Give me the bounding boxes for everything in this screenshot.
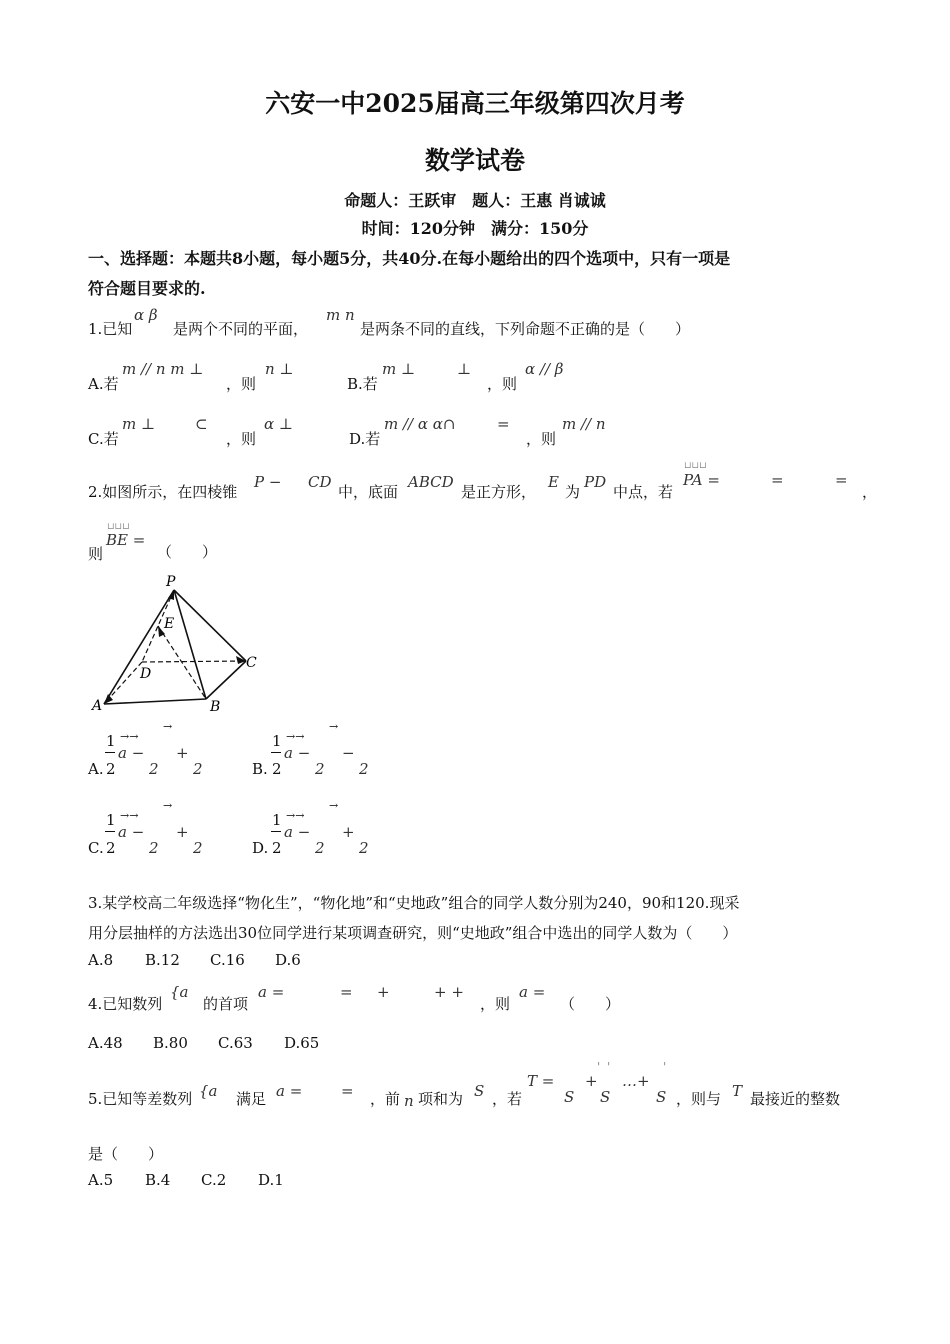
q5-t4: ，若	[492, 1090, 523, 1108]
q2-option-b-vec-arrows: →→	[286, 730, 305, 743]
q4-option-d: D.65	[284, 1034, 320, 1052]
q2-option-d-fraction-bar	[271, 831, 281, 832]
q2-option-c-one: 1	[106, 811, 116, 829]
q5-t3: 项和为	[418, 1090, 464, 1108]
q2-option-d-two3: 2	[359, 839, 369, 857]
q4-then: ，则	[480, 995, 511, 1013]
q1-option-c-result: α ⊥	[264, 415, 294, 433]
q1-option-b-cond: m ⊥	[382, 360, 416, 378]
q1-option-b-cond2: ⊥	[457, 360, 472, 378]
q2-math-be: BE =	[106, 531, 146, 549]
q5-math-t: T =	[527, 1072, 555, 1090]
q2-option-d-vec-arrows: →→	[286, 809, 305, 822]
q4-math-seq: {a	[170, 983, 189, 1001]
q2-option-a-vec-arrow2: →	[163, 720, 173, 733]
q2-option-c-two3: 2	[193, 839, 203, 857]
q5-tick2: '	[607, 1060, 611, 1074]
q2-option-a-op: +	[176, 744, 189, 762]
q2-math-pd: PD	[584, 473, 607, 491]
q1-option-c-then: ，则	[226, 430, 257, 448]
q5-math-t2: T	[732, 1082, 743, 1100]
q1-option-b-then: ，则	[487, 375, 518, 393]
q2-option-d-op: +	[342, 823, 355, 841]
q2-math-p: P −	[254, 473, 282, 491]
q4-lead: 4.已知数列	[88, 995, 163, 1013]
q1-mid: 是两个不同的平面，	[173, 320, 309, 338]
q4-option-b: B.80	[153, 1034, 188, 1052]
exam-subtitle: 数学试卷	[424, 146, 525, 175]
q4-mid: 的首项	[203, 995, 249, 1013]
q2-vector-mark-pa: ⊔⊔⊔	[684, 461, 707, 471]
q3-line1: 3.某学校高二年级选择“物化生”，“物化地”和“史地政”组合的同学人数分别为240，90和120.现采	[88, 894, 740, 912]
q2-option-c-a: a −	[118, 823, 145, 841]
q2-option-a-label: A.	[88, 760, 104, 778]
q2-option-c-vec-arrows: →→	[120, 809, 139, 822]
q5-option-c: C.2	[201, 1171, 227, 1189]
q4-math-plus2: + +	[434, 983, 464, 1001]
q2-option-c-two: 2	[106, 839, 116, 857]
q4-math-eq: =	[340, 983, 353, 1001]
label-e: E	[164, 616, 175, 632]
q1-option-a-label: A.若	[88, 375, 119, 393]
q2-option-b-one: 1	[272, 732, 282, 750]
q1-mn: m n	[326, 306, 355, 324]
q1-option-a-then: ，则	[226, 375, 257, 393]
q1-tail: 是两条不同的直线，下列命题不正确的是（ ）	[360, 320, 691, 338]
q5-t6: 最接近的整数	[750, 1090, 841, 1108]
q2-option-c-fraction-bar	[105, 831, 115, 832]
q2-math-abcd: ABCD	[408, 473, 454, 491]
q2-option-b-op: −	[342, 744, 355, 762]
q1-option-d-label: D.若	[349, 430, 381, 448]
q2-option-d-a: a −	[284, 823, 311, 841]
q3-option-a: A.8	[88, 951, 114, 969]
q2-option-b-two3: 2	[359, 760, 369, 778]
q2-math-cd: CD	[308, 473, 332, 491]
exam-title: 六安一中2025届高三年级第四次月考	[265, 89, 685, 118]
q4-math-plus1: +	[377, 983, 390, 1001]
q5-tick1: '	[597, 1060, 601, 1074]
label-a: A	[92, 698, 103, 714]
q5-math-plus: +	[585, 1072, 598, 1090]
q3-option-c: C.16	[210, 951, 245, 969]
q2-option-d-one: 1	[272, 811, 282, 829]
q1-option-b-label: B.若	[347, 375, 378, 393]
q4-blank: （ ）	[560, 995, 621, 1013]
q2-option-b-two: 2	[272, 760, 282, 778]
q2-eq2: =	[835, 471, 848, 489]
q4-math-an: a =	[519, 983, 546, 1001]
label-d: D	[140, 666, 152, 682]
q1-option-c-cond: m ⊥	[122, 415, 156, 433]
q5-math-a: a =	[276, 1082, 303, 1100]
q5-math-s3: S	[656, 1088, 667, 1106]
q2-option-a-two: 2	[106, 760, 116, 778]
q5-math-seq: {a	[199, 1082, 218, 1100]
q3-option-b: B.12	[145, 951, 180, 969]
q5-math-s1: S	[564, 1088, 575, 1106]
q2-t2: 是正方形，	[461, 483, 537, 501]
q2-option-c-vec-arrow2: →	[163, 799, 173, 812]
q1-option-d-cond: m // α α∩	[384, 415, 456, 433]
q2-option-a-vec-arrows: →→	[120, 730, 139, 743]
edge-pa	[104, 590, 174, 704]
label-b: B	[210, 699, 221, 715]
section-heading-line1: 一、选择题：本题共8小题，每小题5分，共40分.在每小题给出的四个选项中，只有一项是	[88, 249, 731, 268]
q2-option-a-two3: 2	[193, 760, 203, 778]
arrowhead-a	[104, 694, 113, 704]
q2-option-d-two2: 2	[315, 839, 325, 857]
exam-time-score: 时间：120分钟 满分：150分	[361, 219, 589, 238]
q1-option-a-cond: m // n m ⊥	[122, 360, 204, 378]
q5-line2: 是（ ）	[88, 1145, 164, 1163]
q2-option-c-label: C.	[88, 839, 104, 857]
q5-t2: ，前	[370, 1090, 401, 1108]
q5-tick3: '	[663, 1060, 667, 1074]
q3-line2: 用分层抽样的方法选出30位同学进行某项调查研究，则“史地政”组合中选出的同学人数为（ ）	[88, 924, 738, 942]
pyramid-figure	[84, 574, 274, 720]
q2-option-b-vec-arrow2: →	[329, 720, 339, 733]
q2-option-b-fraction-bar	[271, 752, 281, 753]
q2-option-a-two2: 2	[149, 760, 159, 778]
label-c: C	[246, 655, 257, 671]
q1-option-b-result: α // β	[525, 360, 564, 378]
q1-option-a-result: n ⊥	[265, 360, 294, 378]
section-heading-line2: 符合题目要求的.	[88, 279, 206, 298]
label-p: P	[166, 574, 176, 590]
edge-dc	[142, 661, 246, 662]
q2-option-a-one: 1	[106, 732, 116, 750]
q2-option-d-two: 2	[272, 839, 282, 857]
q2-option-d-label: D.	[252, 839, 269, 857]
q2-option-c-two2: 2	[149, 839, 159, 857]
q1-option-c-cond2: ⊂	[195, 415, 208, 433]
q5-lead: 5.已知等差数列	[88, 1090, 193, 1108]
edge-ab	[104, 699, 206, 704]
q2-t3: 为	[565, 483, 581, 501]
q2-lead: 2.如图所示，在四棱锥	[88, 483, 238, 501]
q5-t5: ，则与	[676, 1090, 722, 1108]
q2-t1: 中，底面	[338, 483, 399, 501]
q5-math-s: S	[474, 1082, 485, 1100]
segment-be	[158, 626, 206, 699]
q2-option-b-label: B.	[252, 760, 268, 778]
q2-math-e: E	[548, 473, 559, 491]
q2-comma: ，	[862, 483, 878, 501]
q5-t1: 满足	[236, 1090, 267, 1108]
q2-option-d-vec-arrow2: →	[329, 799, 339, 812]
q5-math-dots: …+	[622, 1072, 650, 1090]
q4-option-c: C.63	[218, 1034, 253, 1052]
q1-option-d-then: ，则	[526, 430, 557, 448]
q2-eq1: =	[771, 471, 784, 489]
q2-option-c-op: +	[176, 823, 189, 841]
exam-authors: 命题人：王跃审 题人：王惠 肖诚诚	[344, 191, 606, 210]
q5-math-n: n	[404, 1092, 414, 1110]
edge-bc	[206, 661, 246, 699]
q3-option-d: D.6	[275, 951, 301, 969]
q1-alpha-beta: α β	[134, 306, 158, 324]
q1-option-d-cond2: =	[497, 415, 510, 433]
q5-math-s2: S	[600, 1088, 611, 1106]
q5-option-a: A.5	[88, 1171, 114, 1189]
q2-t4: 中点，若	[613, 483, 674, 501]
q2-vector-mark-be: ⊔⊔⊔	[107, 522, 130, 532]
q2-option-a-fraction-bar	[105, 752, 115, 753]
q4-option-a: A.48	[88, 1034, 123, 1052]
q1-option-d-result: m // n	[562, 415, 606, 433]
q4-math-a1: a =	[258, 983, 285, 1001]
q2-option-b-a: a −	[284, 744, 311, 762]
q2-blank: （ ）	[157, 543, 218, 561]
q2-option-a-a: a −	[118, 744, 145, 762]
q5-option-b: B.4	[145, 1171, 171, 1189]
q2-option-b-two2: 2	[315, 760, 325, 778]
q5-option-d: D.1	[258, 1171, 284, 1189]
q1-lead: 1.已知	[88, 320, 133, 338]
q1-option-c-label: C.若	[88, 430, 119, 448]
q2-then: 则	[88, 545, 104, 563]
q5-math-eq: =	[341, 1082, 354, 1100]
q2-math-pa: PA =	[683, 471, 720, 489]
